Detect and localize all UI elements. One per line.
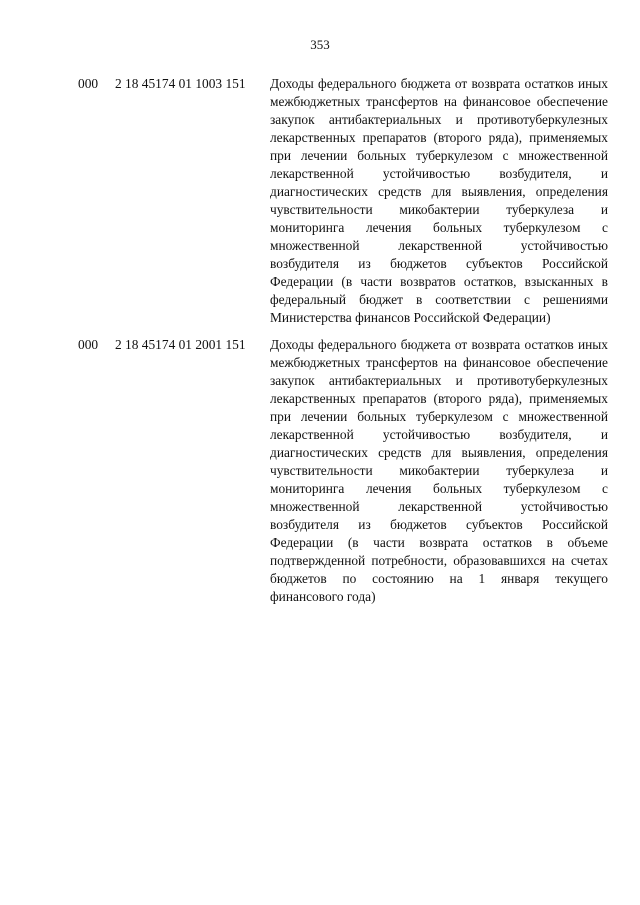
budget-classification-code: 2 18 45174 01 1003 151 [115, 76, 246, 91]
budget-classification-code: 2 18 45174 01 2001 151 [115, 337, 246, 352]
income-description: Доходы федерального бюджета от возврата остатков иных межбюджетных трансфертов на финансовое обеспечение закупок антибактериальных и противотуберкулезных лекарственных препаратов (второго ряда), применяемых при лечении больных туберкулезом с множественной лекарственной устойчивостью возбудителя, и диагностических средств для выявления, определения чувствительности микобактерии туберкулеза и мониторинга лечения больных туберкулезом с множественной лекарственной устойчивостью возбудителя из бюджетов субъектов Российской Федерации (в части возврата остатков в объеме подтвержденной потребности, образовавшихся на счетах бюджетов по состоянию на 1 января текущего финансового года) [270, 337, 608, 604]
income-code-table [0, 75, 640, 615]
page-number: 353 [310, 37, 330, 52]
table-row [0, 75, 640, 327]
table-row [0, 336, 640, 606]
administrator-code: 000 [78, 337, 99, 352]
income-description: Доходы федерального бюджета от возврата остатков иных межбюджетных трансфертов на финансовое обеспечение закупок антибактериальных и противотуберкулезных лекарственных препаратов (второго ряда), применяемых при лечении больных туберкулезом с множественной лекарственной устойчивостью возбудителя, и диагностических средств для выявления, определения чувствительности микобактерии туберкулеза и мониторинга лечения больных туберкулезом с множественной лекарственной устойчивостью возбудителя из бюджетов субъектов Российской Федерации (в части возвратов остатков, взысканных в федеральный бюджет в соответствии с решениями Министерства финансов Российской Федерации) [270, 76, 608, 325]
administrator-code: 000 [78, 76, 99, 91]
